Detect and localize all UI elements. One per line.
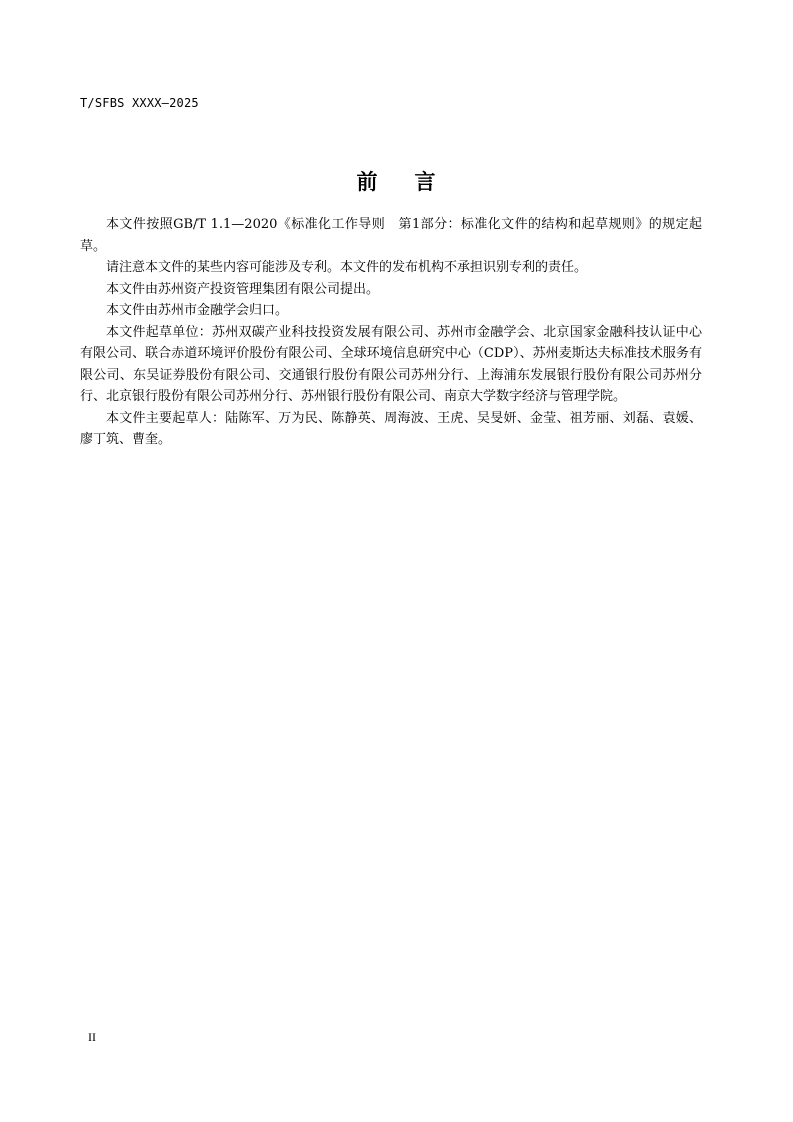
document-code: T/SFBS XXXX—2025 [80, 96, 199, 110]
paragraph-drafting-rules: 本文件按照GB/T 1.1—2020《标准化工作导则 第1部分：标准化文件的结构和起草规则》的规定起草。 [80, 217, 702, 254]
page-number: II [88, 1030, 96, 1044]
title-char-1: 前 [356, 170, 379, 194]
paragraph-drafters: 本文件主要起草人：陆陈军、万为民、陈静英、周海波、王虎、吴旻妍、金莹、祖芳丽、刘磊、袁媛、廖丁筑、曹奎。 [80, 410, 702, 447]
page-title [0, 166, 793, 196]
paragraph-drafting-units: 本文件起草单位：苏州双碳产业科技投资发展有限公司、苏州市金融学会、北京国家金融科技认证中心有限公司、联合赤道环境评价股份有限公司、全球环境信息研究中心（CDP）、苏州麦斯达夫标准技术服务有限公司、东吴证券股份有限公司、交通银行股份有限公司苏州分行、上海浦东发展银行股份有限公司苏州分行、北京银行股份有限公司苏州分行、苏州银行股份有限公司、南京大学数字经济与管理学院。 [80, 324, 702, 404]
paragraph-centralized-by: 本文件由苏州市金融学会归口。 [106, 303, 289, 318]
title-char-2: 言 [414, 170, 437, 194]
foreword-body [80, 214, 702, 451]
paragraph-proposer: 本文件由苏州资产投资管理集团有限公司提出。 [106, 281, 380, 297]
paragraph-patent-notice: 请注意本文件的某些内容可能涉及专利。本文件的发布机构不承担识别专利的责任。 [106, 260, 588, 275]
